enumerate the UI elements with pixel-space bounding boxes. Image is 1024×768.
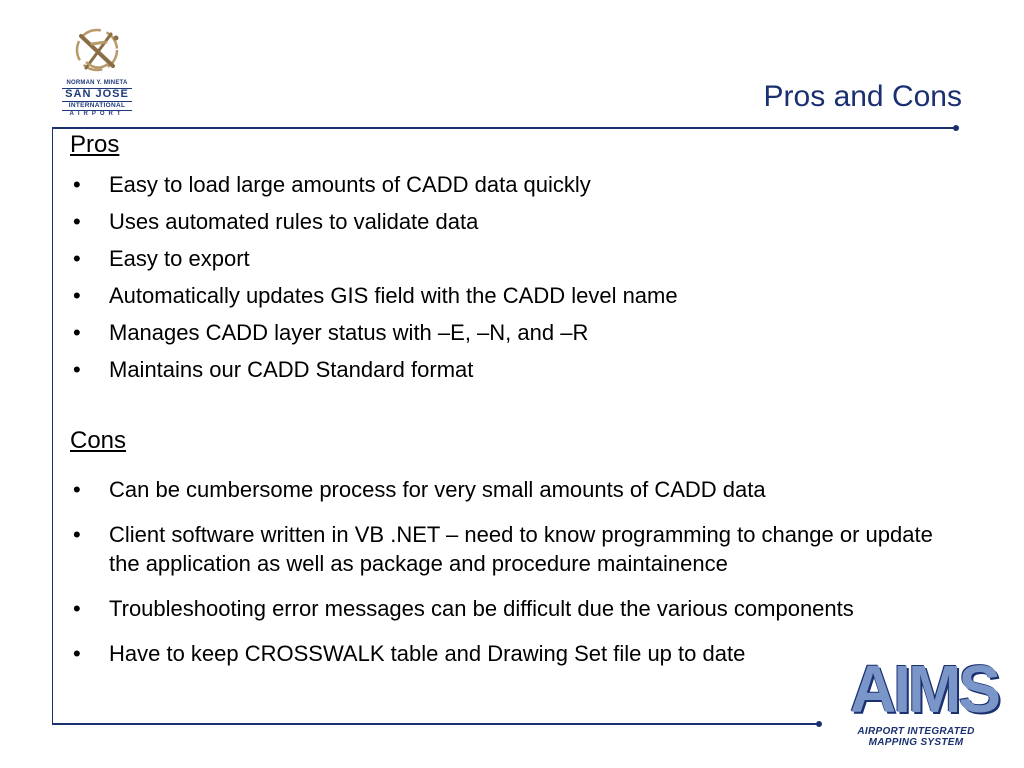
aims-subtitle-2: MAPPING SYSTEM: [868, 737, 964, 748]
cons-item: • Troubleshooting error messages can be difficult due the various components: [70, 594, 960, 623]
logo-line-2: SAN JOSE: [65, 88, 129, 100]
pros-heading: Pros: [70, 131, 120, 158]
logo-line-3: INTERNATIONAL: [68, 102, 126, 109]
pros-list: [70, 170, 960, 392]
pros-item: • Manages CADD layer status with –E, –N, and –R: [70, 318, 960, 347]
pros-item: • Automatically updates GIS field with the CADD level name: [70, 281, 960, 310]
logo-line-1: NORMAN Y. MINETA: [66, 80, 128, 86]
pros-item: • Uses automated rules to validate data: [70, 207, 960, 236]
cons-list: [70, 475, 960, 684]
pros-item: • Easy to load large amounts of CADD data quickly: [70, 170, 960, 199]
cons-item: • Have to keep CROSSWALK table and Drawing Set file up to date: [70, 639, 960, 668]
header-divider-dot: [953, 125, 959, 131]
left-border: [52, 127, 53, 724]
footer-divider-dot: [816, 721, 822, 727]
logo-line-4: AIRPORT: [69, 111, 125, 117]
san-jose-airport-logo: [56, 22, 138, 122]
cons-item: • Client software written in VB .NET – need to know programming to change or update the application as well as package and procedure maintainence: [70, 520, 960, 578]
aims-logo: [846, 651, 998, 752]
footer-divider: [52, 723, 820, 725]
pros-item: • Easy to export: [70, 244, 960, 273]
cons-heading: Cons: [70, 427, 127, 454]
cons-item: • Can be cumbersome process for very small amounts of CADD data: [70, 475, 960, 504]
pros-item: • Maintains our CADD Standard format: [70, 355, 960, 384]
aims-subtitle-1: AIRPORT INTEGRATED: [857, 726, 975, 737]
aims-wordmark: AIMS: [850, 651, 998, 727]
slide-title: Pros and Cons: [763, 80, 962, 113]
header-divider: [52, 127, 956, 129]
airport-emblem-icon: [56, 22, 138, 80]
